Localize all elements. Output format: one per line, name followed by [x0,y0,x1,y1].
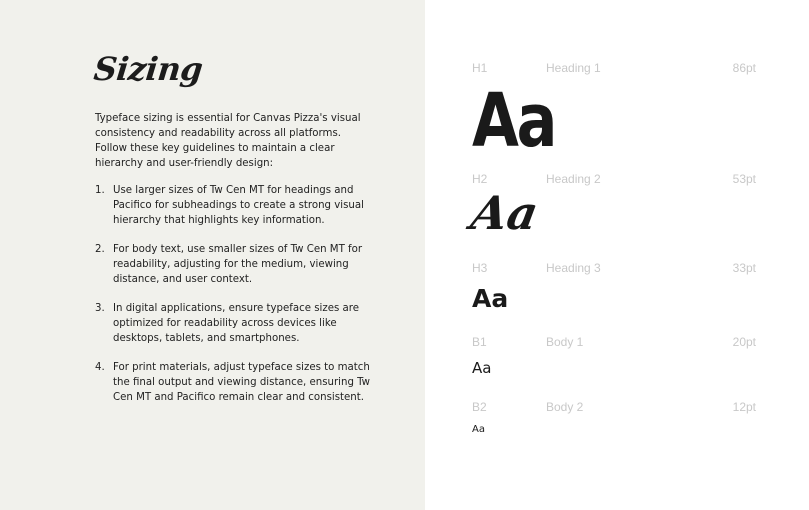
guideline-text: For body text, use smaller sizes of Tw Cen MT for readability, adjusting for the medium, viewing distance, and user context. [113,244,363,285]
page-title: Sizing [92,50,205,88]
type-name-h1: Heading 1 [546,61,601,75]
type-code-b1: B1 [472,335,487,349]
type-size-b2: 12pt [732,400,756,414]
guideline-item [95,183,375,228]
sample-b1: Aa [472,359,492,377]
type-name-b2: Body 2 [546,400,584,414]
type-code-h2: H2 [472,172,488,186]
type-name-h2: Heading 2 [546,172,601,186]
sample-h2: Aa [467,186,543,240]
guideline-number: 2. [95,244,105,255]
guideline-number: 4. [95,362,105,373]
sample-b2: Aa [472,424,485,435]
type-code-h1: H1 [472,61,488,75]
guidelines-list [95,183,375,419]
type-name-h3: Heading 3 [546,261,601,275]
guideline-text: In digital applications, ensure typeface sizes are optimized for readability across devices like desktops, tablets, and smartphones. [113,303,360,344]
type-code-h3: H3 [472,261,488,275]
guideline-item [95,242,375,287]
type-size-b1: 20pt [732,335,756,349]
guideline-text: Use larger sizes of Tw Cen MT for headings and Pacifico for subheadings to create a strong visual hierarchy that highlights key information. [113,185,364,226]
sample-h3: Aa [472,284,509,313]
guideline-number: 1. [95,185,105,196]
type-size-h1: 86pt [732,61,756,75]
type-name-b1: Body 1 [546,335,584,349]
type-size-h2: 53pt [732,172,756,186]
type-code-b2: B2 [472,400,487,414]
intro-paragraph: Typeface sizing is essential for Canvas Pizza's visual consistency and readability across all platforms. Follow these key guidelines to maintain a clear hierarchy and user-friendly design: [95,113,361,169]
guideline-item [95,301,375,346]
guideline-text: For print materials, adjust typeface sizes to match the final output and viewing distance, ensuring Tw Cen MT and Pacifico remain clear and consistent. [113,362,371,403]
guideline-item [95,360,375,405]
type-size-h3: 33pt [732,261,756,275]
guideline-number: 3. [95,303,105,314]
sample-h1: Aa [472,78,555,164]
